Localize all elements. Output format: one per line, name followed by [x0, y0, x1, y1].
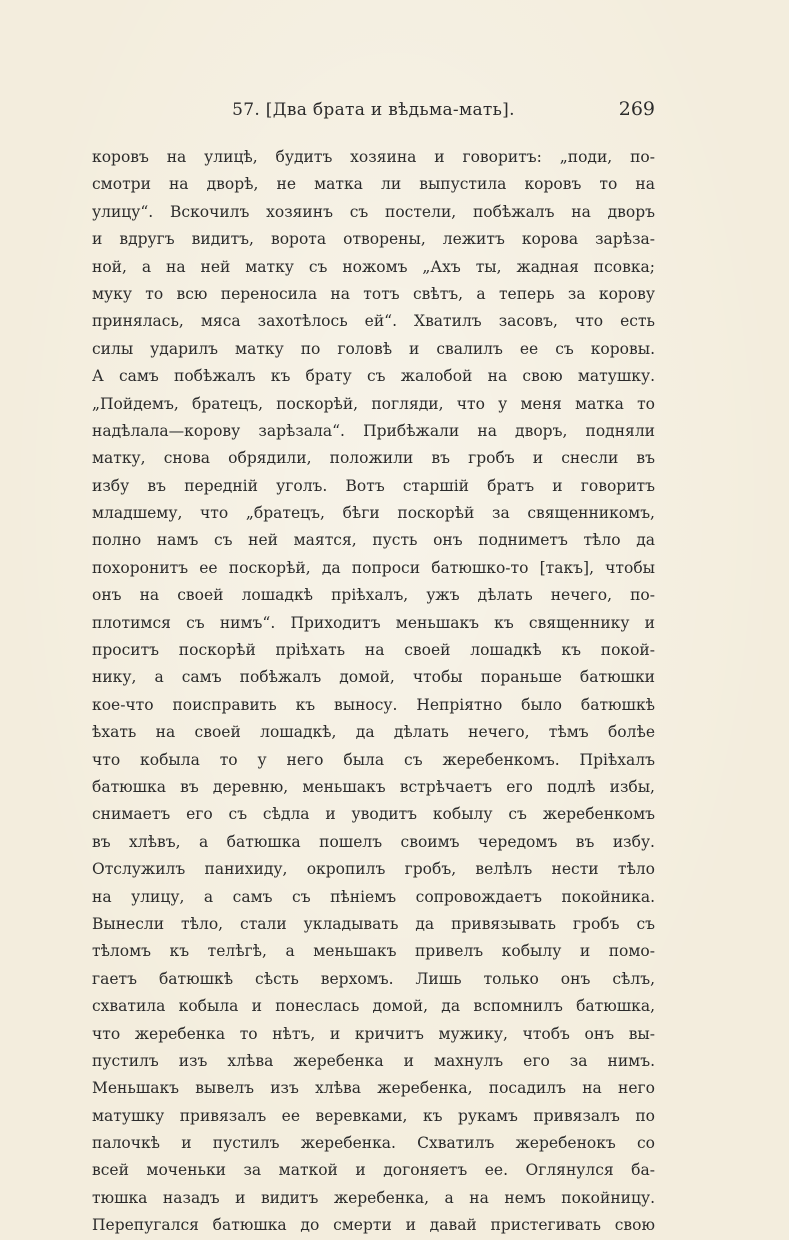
- text-line: матку, снова обрядили, положили въ гробъ и снесли въ: [92, 449, 655, 468]
- text-line: плотимся съ нимъ“. Приходитъ меньшакъ къ священнику и: [92, 613, 655, 632]
- text-line: муку то всю переносила на тотъ свѣтъ, а теперь за корову: [92, 284, 655, 303]
- text-line: онъ на своей лошадкѣ пріѣхалъ, ужъ дѣлать нечего, по-: [92, 586, 655, 605]
- text-line: пустилъ изъ хлѣва жеребенка и махнулъ его за нимъ.: [92, 1051, 655, 1070]
- text-line: улицу“. Вскочилъ хозяинъ съ постели, побѣжалъ на дворъ: [92, 202, 655, 221]
- body-text: [92, 144, 655, 1240]
- page-header: [92, 96, 655, 126]
- text-line: силы ударилъ матку по головѣ и свалилъ ее съ коровы.: [92, 339, 655, 358]
- text-line: Вынесли тѣло, стали укладывать да привязывать гробъ съ: [92, 914, 655, 933]
- text-line: избу въ передній уголъ. Вотъ старшій братъ и говоритъ: [92, 476, 655, 495]
- text-line: смотри на дворѣ, не матка ли выпустила коровъ то на: [92, 175, 655, 194]
- page-number: 269: [618, 98, 655, 120]
- text-line: Перепугался батюшка до смерти и давай пристегивать свою: [92, 1216, 655, 1235]
- text-line: „Пойдемъ, братецъ, поскорѣй, погляди, что у меня матка то: [92, 394, 655, 413]
- text-line: въ хлѣвъ, а батюшка пошелъ своимъ чередомъ въ избу.: [92, 832, 655, 851]
- running-title: 57. [Два брата и вѣдьма-мать].: [232, 100, 515, 120]
- text-line: ной, а на ней матку съ ножомъ „Ахъ ты, жадная псовка;: [92, 257, 655, 276]
- text-line: и вдругъ видитъ, ворота отворены, лежитъ корова зарѣза-: [92, 230, 655, 249]
- text-line: похоронитъ ее поскорѣй, да попроси батюшко-то [такъ], чтобы: [92, 558, 655, 577]
- text-line: схватила кобыла и понеслась домой, да вспомнилъ батюшка,: [92, 997, 655, 1016]
- text-line: Меньшакъ вывелъ изъ хлѣва жеребенка, посадилъ на него: [92, 1079, 655, 1098]
- text-line: надѣлала—корову зарѣзала“. Прибѣжали на дворъ, подняли: [92, 421, 655, 440]
- text-line: матушку привязалъ ее веревками, къ рукамъ привязалъ по: [92, 1106, 655, 1125]
- text-line: принялась, мяса захотѣлось ей“. Хватилъ засовъ, что есть: [92, 312, 655, 331]
- text-line: ѣхать на своей лошадкѣ, да дѣлать нечего, тѣмъ болѣе: [92, 723, 655, 742]
- text-line: на улицу, а самъ съ пѣніемъ сопровождаетъ покойника.: [92, 887, 655, 906]
- text-line: батюшка въ деревню, меньшакъ встрѣчаетъ его подлѣ избы,: [92, 777, 655, 796]
- text-line: снимаетъ его съ сѣдла и уводитъ кобылу съ жеребенкомъ: [92, 805, 655, 824]
- text-line: палочкѣ и пустилъ жеребенка. Схватилъ жеребенокъ со: [92, 1134, 655, 1153]
- text-line: полно намъ съ ней маятся, пусть онъ подниметъ тѣло да: [92, 531, 655, 550]
- text-line: младшему, что „братецъ, бѣги поскорѣй за священникомъ,: [92, 504, 655, 523]
- text-line: что жеребенка то нѣтъ, и кричитъ мужику, чтобъ онъ вы-: [92, 1024, 655, 1043]
- text-line: Отслужилъ панихиду, окропилъ гробъ, велѣлъ нести тѣло: [92, 860, 655, 879]
- text-line: нику, а самъ побѣжалъ домой, чтобы пораньше батюшки: [92, 668, 655, 687]
- text-line: проситъ поскорѣй пріѣхать на своей лошадкѣ къ покой-: [92, 641, 655, 660]
- text-line: что кобыла то у него была съ жеребенкомъ. Пріѣхалъ: [92, 750, 655, 769]
- text-line: тюшка назадъ и видитъ жеребенка, а на немъ покойницу.: [92, 1188, 655, 1207]
- text-line: кое-что поисправить къ выносу. Непріятно было батюшкѣ: [92, 695, 655, 714]
- text-line: гаетъ батюшкѣ сѣсть верхомъ. Лишь только онъ сѣлъ,: [92, 969, 655, 988]
- text-line: коровъ на улицѣ, будитъ хозяина и говоритъ: „поди, по-: [92, 148, 655, 166]
- text-line: А самъ побѣжалъ къ брату съ жалобой на свою матушку.: [92, 367, 655, 386]
- text-line: всей моченьки за маткой и догоняетъ ее. Оглянулся ба-: [92, 1161, 655, 1180]
- text-line: тѣломъ къ телѣгѣ, а меньшакъ привелъ кобылу и помо-: [92, 942, 655, 961]
